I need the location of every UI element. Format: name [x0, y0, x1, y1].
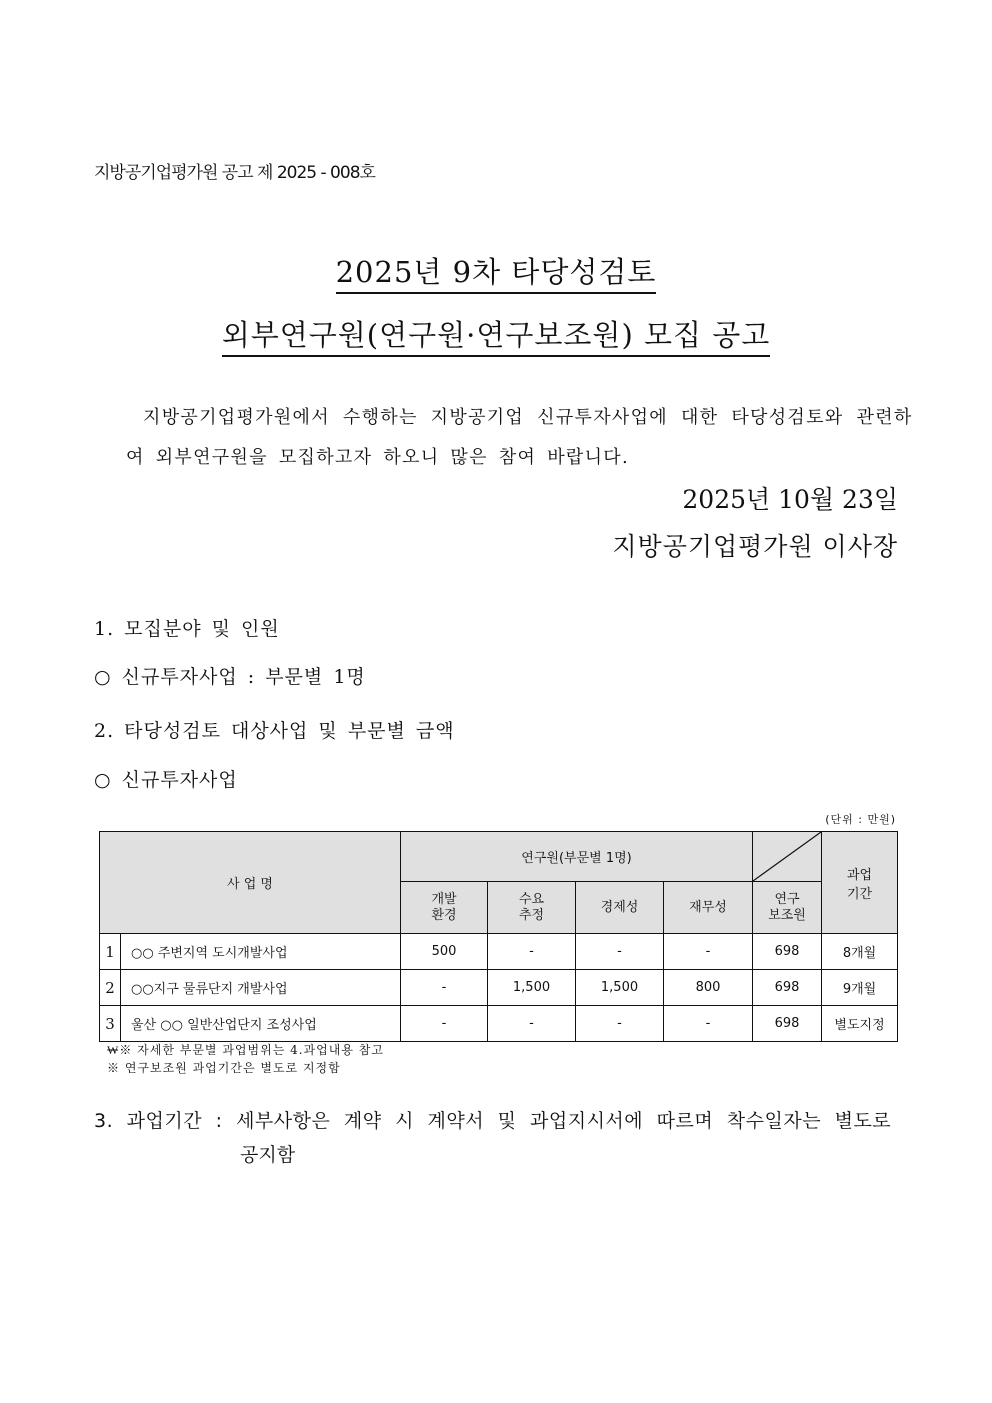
- row-number: 2: [100, 970, 121, 1006]
- budget-table: [99, 831, 898, 1042]
- dev-env-amount: -: [401, 1006, 488, 1042]
- demand-amount: 1,500: [488, 970, 576, 1006]
- assistant-amount: 698: [753, 970, 822, 1006]
- section-2-heading: 2. 타당성검토 대상사업 및 부문별 금액: [94, 720, 455, 742]
- demand-amount: -: [488, 1006, 576, 1042]
- header-demand: [488, 882, 576, 934]
- task-period: 9개월: [822, 970, 898, 1006]
- header-demand-l2: 추정: [518, 907, 545, 923]
- header-finance: 재무성: [664, 882, 753, 934]
- header-diagonal-cell: [753, 832, 822, 882]
- header-project-name: 사 업 명: [100, 832, 401, 934]
- intro-paragraph-line1: 지방공기업평가원에서 수행하는 지방공기업 신규투자사업에 대한 타당성검토와 관련하: [143, 407, 913, 428]
- issuer-signature: 지방공기업평가원 이사장: [612, 532, 898, 561]
- finance-amount: 800: [664, 970, 753, 1006]
- header-dev-env-l1: 개발: [431, 891, 457, 907]
- table-row: [100, 934, 898, 970]
- notice-date: 2025년 10월 23일: [682, 485, 898, 514]
- economics-amount: -: [576, 934, 664, 970]
- table-note-2: ※ 연구보조원 과업기간은 별도로 지정함: [107, 1061, 341, 1075]
- table-row: [100, 1006, 898, 1042]
- table-note-1: ₩※ 자세한 부문별 과업범위는 4.과업내용 참고: [107, 1043, 384, 1057]
- section-3-heading: 3. 과업기간 : 세부사항은 계약 시 계약서 및 과업지시서에 따르며 착수일자는 별도로: [94, 1110, 892, 1132]
- header-researcher-group: 연구원(부문별 1명): [401, 832, 753, 882]
- title-text-2: 외부연구원(연구원·연구보조원) 모집 공고: [222, 318, 771, 357]
- notice-number: 지방공기업평가원 공고 제 2025 - 008호: [94, 163, 375, 183]
- header-assistant: [753, 882, 822, 934]
- diagonal-line-icon: [753, 832, 821, 881]
- section-1-item: ○ 신규투자사업 : 부문별 1명: [94, 666, 366, 688]
- header-period-l1: 과업: [846, 867, 873, 883]
- header-period-l2: 기간: [846, 886, 873, 902]
- assistant-amount: 698: [753, 1006, 822, 1042]
- header-assistant-l2: 보조원: [768, 907, 806, 923]
- dev-env-amount: -: [401, 970, 488, 1006]
- project-name: 울산 ○○ 일반산업단지 조성사업: [121, 1006, 401, 1042]
- economics-amount: -: [576, 1006, 664, 1042]
- header-period: [822, 832, 898, 934]
- table-unit-label: (단위 : 만원): [825, 813, 896, 826]
- finance-amount: -: [664, 934, 753, 970]
- header-assistant-l1: 연구: [774, 891, 800, 907]
- demand-amount: -: [488, 934, 576, 970]
- header-dev-env: [401, 882, 488, 934]
- finance-amount: -: [664, 1006, 753, 1042]
- project-name: ○○ 주변지역 도시개발사업: [121, 934, 401, 970]
- row-number: 1: [100, 934, 121, 970]
- table-row: [100, 970, 898, 1006]
- row-number: 3: [100, 1006, 121, 1042]
- header-demand-l1: 수요: [518, 891, 545, 907]
- header-economics: 경제성: [576, 882, 664, 934]
- header-dev-env-l2: 환경: [431, 907, 457, 923]
- task-period: 8개월: [822, 934, 898, 970]
- section-3-continuation: 공지함: [240, 1144, 296, 1166]
- dev-env-amount: 500: [401, 934, 488, 970]
- page-title-line2: [0, 313, 992, 354]
- section-1-heading: 1. 모집분야 및 인원: [94, 618, 280, 640]
- assistant-amount: 698: [753, 934, 822, 970]
- economics-amount: 1,500: [576, 970, 664, 1006]
- title-text-1: 2025년 9차 타당성검토: [336, 255, 657, 294]
- task-period: 별도지정: [822, 1006, 898, 1042]
- project-name: ○○지구 물류단지 개발사업: [121, 970, 401, 1006]
- intro-paragraph-line2: 여 외부연구원을 모집하고자 하오니 많은 참여 바랍니다.: [126, 447, 629, 468]
- page-title-line1: [0, 250, 992, 291]
- section-2-item: ○ 신규투자사업: [94, 769, 238, 791]
